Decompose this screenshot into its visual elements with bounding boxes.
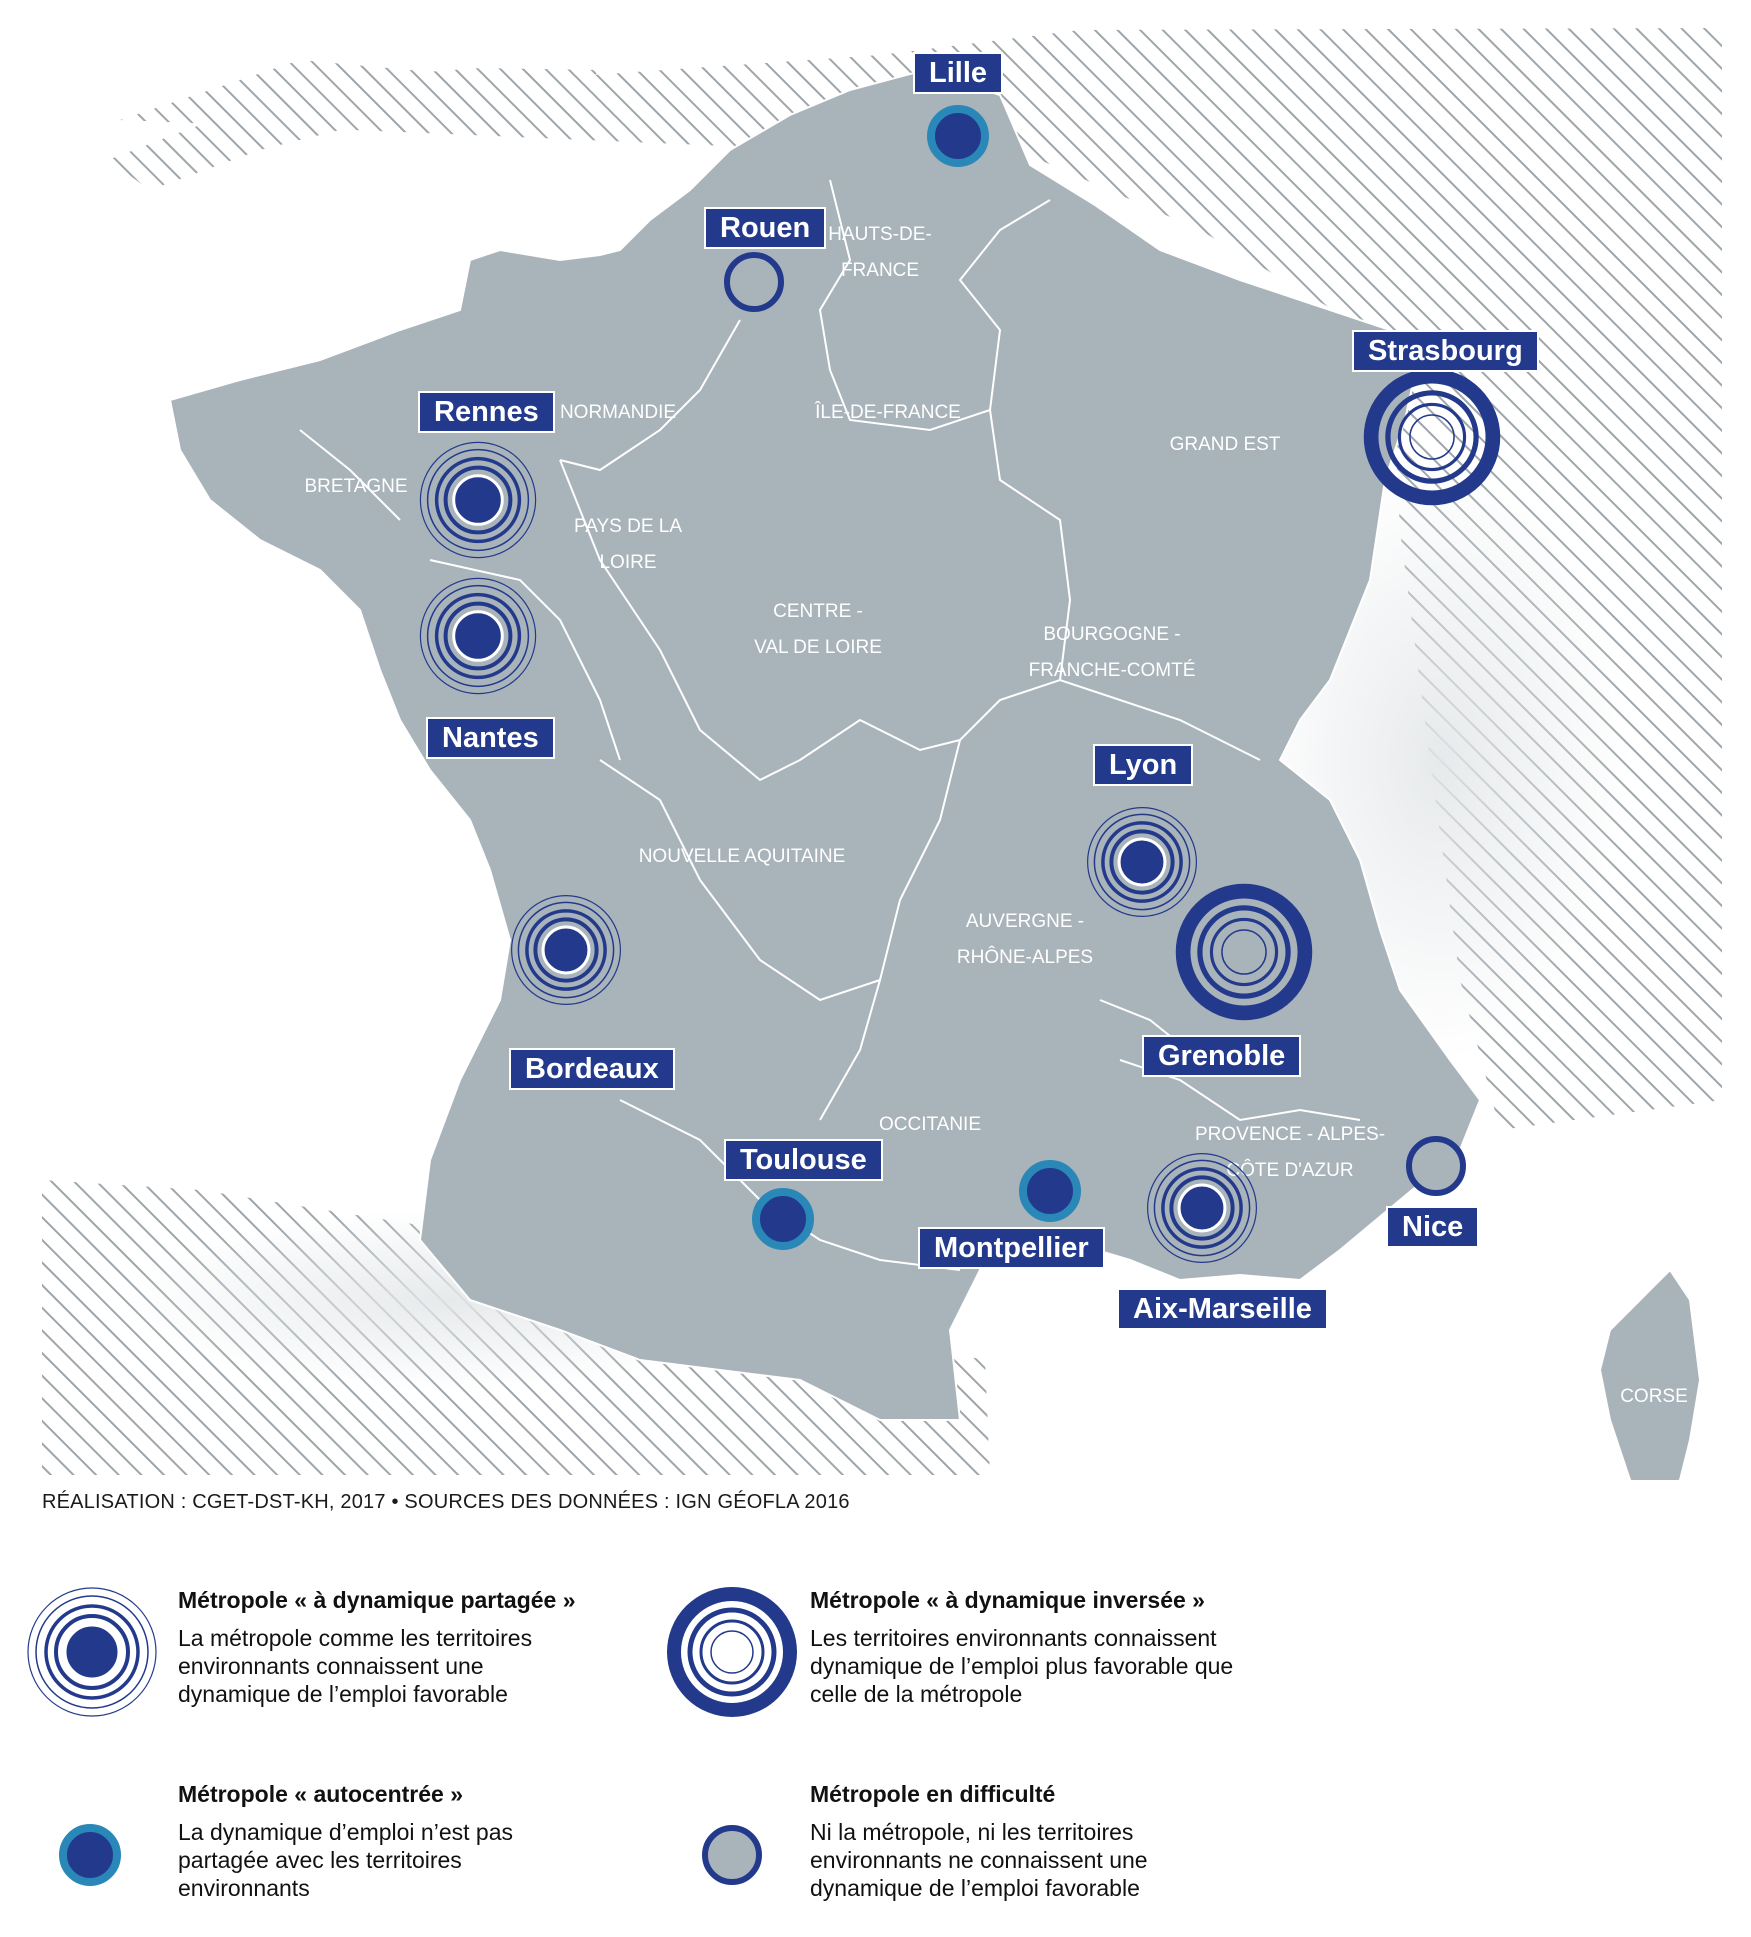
region-label-pays-de-la-loire: PAYS DE LA [573, 516, 683, 537]
city-marker-lille[interactable] [931, 109, 985, 163]
legend-desc-inversee-line: Les territoires environnants connaissent [810, 1625, 1217, 1651]
region-label-hauts-de-france: HAUTS-DE- [828, 224, 932, 245]
city-label-nantes[interactable]: Nantes [426, 717, 555, 759]
region-label-grand-est: GRAND EST [1169, 434, 1281, 455]
concentric-rings-thick-outer-icon [662, 1582, 802, 1722]
city-label-rouen[interactable]: Rouen [704, 207, 826, 249]
corsica [1600, 1270, 1700, 1480]
city-marker-montpellier[interactable] [1023, 1164, 1077, 1218]
city-label-toulouse[interactable]: Toulouse [724, 1139, 883, 1181]
region-label-ile-de-france: ÎLE-DE-FRANCE [815, 402, 961, 423]
city-label-grenoble[interactable]: Grenoble [1142, 1035, 1301, 1077]
region-label-bourgogne-2: FRANCHE-COMTÉ [1028, 660, 1196, 681]
legend-desc-difficulte-line: environnants ne connaissent une [810, 1847, 1148, 1873]
region-label-corse: CORSE [1620, 1386, 1688, 1407]
city-label-montpellier[interactable]: Montpellier [918, 1227, 1105, 1269]
legend-desc-difficulte [810, 1818, 1148, 1902]
legend-desc-partagee-line: La métropole comme les territoires [178, 1625, 533, 1651]
legend-desc-difficulte-line: Ni la métropole, ni les territoires [810, 1819, 1134, 1845]
city-marker-rouen[interactable] [727, 255, 781, 309]
legend-desc-inversee-line: celle de la métropole [810, 1681, 1023, 1707]
city-marker-toulouse[interactable] [756, 1192, 810, 1246]
city-label-rennes[interactable]: Rennes [418, 391, 555, 433]
city-label-aix-marseille[interactable]: Aix-Marseille [1117, 1288, 1328, 1330]
city-marker-nantes[interactable] [420, 578, 535, 693]
legend-desc-autocentree-line: partagée avec les territoires [178, 1847, 462, 1873]
region-label-occitanie: OCCITANIE [878, 1114, 982, 1135]
region-label-paca-2: CÔTE D'AZUR [1226, 1160, 1354, 1181]
filled-dot-icon [40, 1805, 140, 1905]
region-label-bourgogne: BOURGOGNE - [1043, 624, 1181, 645]
city-marker-bordeaux[interactable] [512, 896, 621, 1005]
credit-line: RÉALISATION : CGET-DST-KH, 2017 • SOURCES DES DONNÉES : IGN GÉOFLA 2016 [42, 1491, 850, 1513]
legend-desc-partagee-line: dynamique de l’emploi favorable [178, 1681, 508, 1707]
city-marker-lyon[interactable] [1088, 808, 1197, 917]
legend-desc-inversee [810, 1624, 1233, 1708]
legend-title-autocentree: Métropole « autocentrée » [178, 1781, 464, 1807]
legend-title-difficulte: Métropole en difficulté [810, 1781, 1056, 1807]
legend-desc-difficulte-line: dynamique de l’emploi favorable [810, 1875, 1140, 1901]
legend-desc-partagee [178, 1624, 532, 1708]
legend-desc-partagee-line: environnants connaissent une [178, 1653, 484, 1679]
city-label-bordeaux[interactable]: Bordeaux [509, 1048, 675, 1090]
region-label-bretagne: BRETAGNE [304, 476, 408, 497]
city-marker-rennes[interactable] [420, 442, 535, 557]
region-label-nouvelle-aquitaine: NOUVELLE AQUITAINE [638, 846, 846, 867]
region-label-auvergne: AUVERGNE - [965, 911, 1085, 932]
legend-desc-autocentree-line: environnants [178, 1875, 310, 1901]
region-label-centre: CENTRE - [773, 601, 863, 622]
legend-desc-autocentree-line: La dynamique d’emploi n’est pas [178, 1819, 513, 1845]
city-marker-aix_marseille[interactable] [1148, 1154, 1257, 1263]
concentric-rings-filled-icon [22, 1582, 162, 1722]
city-label-lille[interactable]: Lille [913, 52, 1003, 94]
legend-desc-autocentree [178, 1818, 513, 1902]
legend-title-inversee: Métropole « à dynamique inversée » [810, 1587, 1205, 1613]
legend-desc-inversee-line: dynamique de l’emploi plus favorable que [810, 1653, 1234, 1679]
region-label-paca: PROVENCE - ALPES- [1194, 1124, 1386, 1145]
city-label-lyon[interactable]: Lyon [1093, 744, 1193, 786]
region-label-hauts-de-france-2: FRANCE [840, 260, 920, 281]
city-label-nice[interactable]: Nice [1386, 1206, 1479, 1248]
region-label-pays-de-la-loire-2: LOIRE [599, 552, 657, 573]
hollow-ring-icon [682, 1805, 782, 1905]
region-label-normandie: NORMANDIE [559, 402, 677, 423]
city-marker-nice[interactable] [1409, 1139, 1463, 1193]
city-label-strasbourg[interactable]: Strasbourg [1352, 330, 1539, 372]
legend-title-partagee: Métropole « à dynamique partagée » [178, 1587, 576, 1613]
region-label-centre-2: VAL DE LOIRE [754, 637, 882, 658]
region-label-auvergne-2: RHÔNE-ALPES [956, 947, 1094, 968]
